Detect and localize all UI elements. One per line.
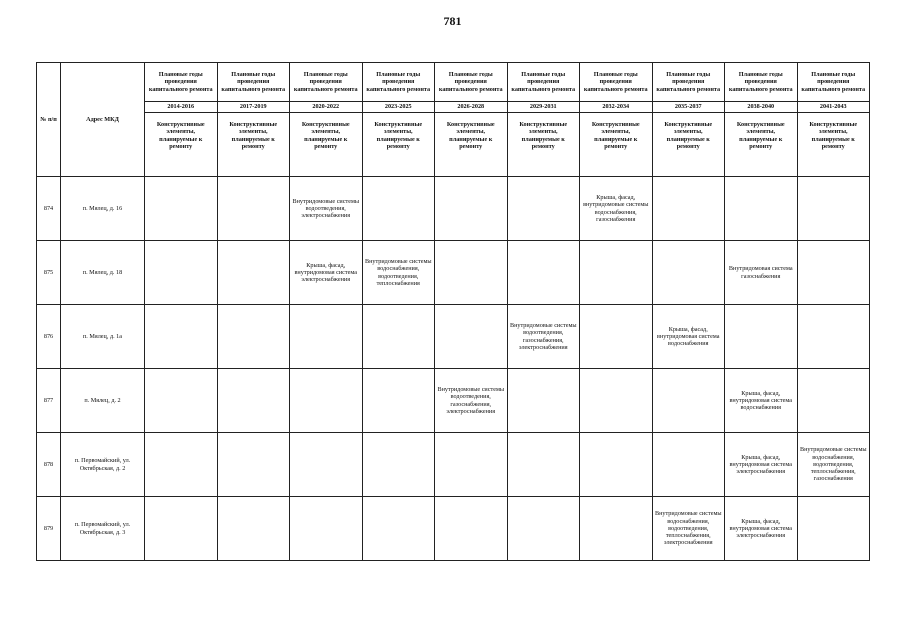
repair-elements-cell	[145, 369, 218, 433]
repair-elements-cell	[507, 497, 580, 561]
header-elements-label: Конструктивные элементы, планируемые к ремонту	[290, 113, 363, 177]
repair-elements-cell: Внутридомовые системы водоснабжения, водоотведения, теплоснабжения, электроснабжения	[652, 497, 725, 561]
header-elements-label: Конструктивные элементы, планируемые к ремонту	[580, 113, 653, 177]
header-period-years: 2023-2025	[362, 102, 435, 113]
repair-elements-cell	[145, 241, 218, 305]
repair-elements-cell	[217, 241, 290, 305]
repair-elements-cell: Крыша, фасад, внутридомовая система водоснабжения	[652, 305, 725, 369]
header-period-years: 2032-2034	[580, 102, 653, 113]
header-period-label: Плановые годы проведения капитального ремонта	[217, 63, 290, 102]
repair-elements-cell	[362, 369, 435, 433]
repair-elements-cell	[507, 241, 580, 305]
repair-elements-cell	[217, 305, 290, 369]
repair-elements-cell: Внутридомовые системы водоотведения, газоснабжения, электроснабжения	[507, 305, 580, 369]
header-elements-label: Конструктивные элементы, планируемые к ремонту	[145, 113, 218, 177]
header-row-years	[37, 102, 870, 113]
header-period-years: 2035-2037	[652, 102, 725, 113]
row-number: 879	[37, 497, 61, 561]
repair-elements-cell	[580, 305, 653, 369]
repair-elements-cell	[362, 305, 435, 369]
repair-elements-cell: Крыша, фасад, внутридомовая система водоснабжения	[725, 369, 798, 433]
repair-elements-cell: Внутридомовые системы водоотведения, газоснабжения, электроснабжения	[435, 369, 508, 433]
repair-elements-cell	[362, 177, 435, 241]
header-elements-label: Конструктивные элементы, планируемые к ремонту	[435, 113, 508, 177]
repair-elements-cell	[145, 497, 218, 561]
table-row	[37, 305, 870, 369]
row-number: 878	[37, 433, 61, 497]
repair-elements-cell	[580, 497, 653, 561]
repair-elements-cell	[580, 241, 653, 305]
table-row	[37, 241, 870, 305]
row-number: 877	[37, 369, 61, 433]
repair-elements-cell	[797, 369, 870, 433]
header-period-label: Плановые годы проведения капитального ремонта	[145, 63, 218, 102]
repair-elements-cell	[797, 177, 870, 241]
header-period-years: 2029-2031	[507, 102, 580, 113]
header-period-years: 2041-2043	[797, 102, 870, 113]
header-period-label: Плановые годы проведения капитального ремонта	[507, 63, 580, 102]
repair-elements-cell	[797, 241, 870, 305]
row-number: 874	[37, 177, 61, 241]
header-row-elements-label	[37, 113, 870, 177]
repair-elements-cell	[217, 369, 290, 433]
repair-elements-cell	[435, 241, 508, 305]
header-period-label: Плановые годы проведения капитального ремонта	[362, 63, 435, 102]
repair-elements-cell	[435, 433, 508, 497]
repair-elements-cell	[580, 433, 653, 497]
row-address: п. Мялец, д. 16	[61, 177, 145, 241]
repair-elements-cell: Крыша, фасад, внутридомовая система электроснабжения	[725, 497, 798, 561]
repair-elements-cell: Крыша, фасад, внутридомовая система электроснабжения	[725, 433, 798, 497]
repair-elements-cell	[145, 305, 218, 369]
header-elements-label: Конструктивные элементы, планируемые к ремонту	[362, 113, 435, 177]
header-period-label: Плановые годы проведения капитального ремонта	[797, 63, 870, 102]
repair-elements-cell	[145, 433, 218, 497]
repair-elements-cell	[435, 305, 508, 369]
header-period-years: 2026-2028	[435, 102, 508, 113]
header-period-label: Плановые годы проведения капитального ремонта	[652, 63, 725, 102]
header-period-label: Плановые годы проведения капитального ремонта	[435, 63, 508, 102]
repair-elements-cell	[290, 305, 363, 369]
row-address: п. Первомайский, ул. Октябрьская, д. 3	[61, 497, 145, 561]
repair-elements-cell	[652, 433, 725, 497]
repair-elements-cell	[652, 241, 725, 305]
repair-elements-cell	[652, 369, 725, 433]
repair-elements-cell: Крыша, фасад, внутридомовые системы водоснабжения, газоснабжения	[580, 177, 653, 241]
header-elements-label: Конструктивные элементы, планируемые к ремонту	[507, 113, 580, 177]
header-num: № п/п	[37, 63, 61, 177]
row-address: п. Первомайский, ул. Октябрьская, д. 2	[61, 433, 145, 497]
table-row	[37, 177, 870, 241]
header-period-years: 2014-2016	[145, 102, 218, 113]
repair-elements-cell	[217, 497, 290, 561]
table-row	[37, 369, 870, 433]
header-period-years: 2017-2019	[217, 102, 290, 113]
repair-elements-cell	[725, 177, 798, 241]
header-row-period-label	[37, 63, 870, 102]
row-address: п. Мялец, д. 18	[61, 241, 145, 305]
repair-elements-cell	[797, 497, 870, 561]
row-number: 876	[37, 305, 61, 369]
repair-elements-cell	[217, 177, 290, 241]
page-number: 781	[443, 14, 462, 28]
row-address: п. Мялец, д. 1а	[61, 305, 145, 369]
repair-elements-cell	[507, 433, 580, 497]
row-address: п. Мялец, д. 2	[61, 369, 145, 433]
repair-elements-cell	[797, 305, 870, 369]
repair-elements-cell	[362, 433, 435, 497]
header-period-label: Плановые годы проведения капитального ремонта	[290, 63, 363, 102]
table-row	[37, 497, 870, 561]
table-body	[37, 177, 870, 561]
repair-elements-cell: Внутридомовая система газоснабжения	[725, 241, 798, 305]
repair-elements-cell	[362, 497, 435, 561]
capital-repair-schedule-table	[36, 62, 870, 561]
repair-elements-cell	[725, 305, 798, 369]
header-elements-label: Конструктивные элементы, планируемые к ремонту	[797, 113, 870, 177]
repair-elements-cell	[290, 369, 363, 433]
header-elements-label: Конструктивные элементы, планируемые к ремонту	[652, 113, 725, 177]
repair-elements-cell: Внутридомовые системы водоотведения, электроснабжения	[290, 177, 363, 241]
header-elements-label: Конструктивные элементы, планируемые к ремонту	[217, 113, 290, 177]
repair-elements-cell	[580, 369, 653, 433]
repair-elements-cell: Внутридомовые системы водоснабжения, водоотведения, теплоснабжения, газоснабжения	[797, 433, 870, 497]
repair-elements-cell	[435, 177, 508, 241]
repair-elements-cell	[217, 433, 290, 497]
repair-elements-cell	[507, 369, 580, 433]
header-elements-label: Конструктивные элементы, планируемые к ремонту	[725, 113, 798, 177]
header-address: Адрес МКД	[61, 63, 145, 177]
table-row	[37, 433, 870, 497]
repair-elements-cell: Крыша, фасад, внутридомовая система электроснабжения	[290, 241, 363, 305]
repair-elements-cell	[290, 433, 363, 497]
repair-elements-cell	[652, 177, 725, 241]
repair-elements-cell	[145, 177, 218, 241]
repair-elements-cell: Внутридомовые системы водоснабжения, водоотведения, теплоснабжения	[362, 241, 435, 305]
repair-elements-cell	[290, 497, 363, 561]
repair-elements-cell	[435, 497, 508, 561]
header-period-years: 2020-2022	[290, 102, 363, 113]
header-period-label: Плановые годы проведения капитального ремонта	[580, 63, 653, 102]
repair-elements-cell	[507, 177, 580, 241]
row-number: 875	[37, 241, 61, 305]
header-period-label: Плановые годы проведения капитального ремонта	[725, 63, 798, 102]
header-period-years: 2038-2040	[725, 102, 798, 113]
